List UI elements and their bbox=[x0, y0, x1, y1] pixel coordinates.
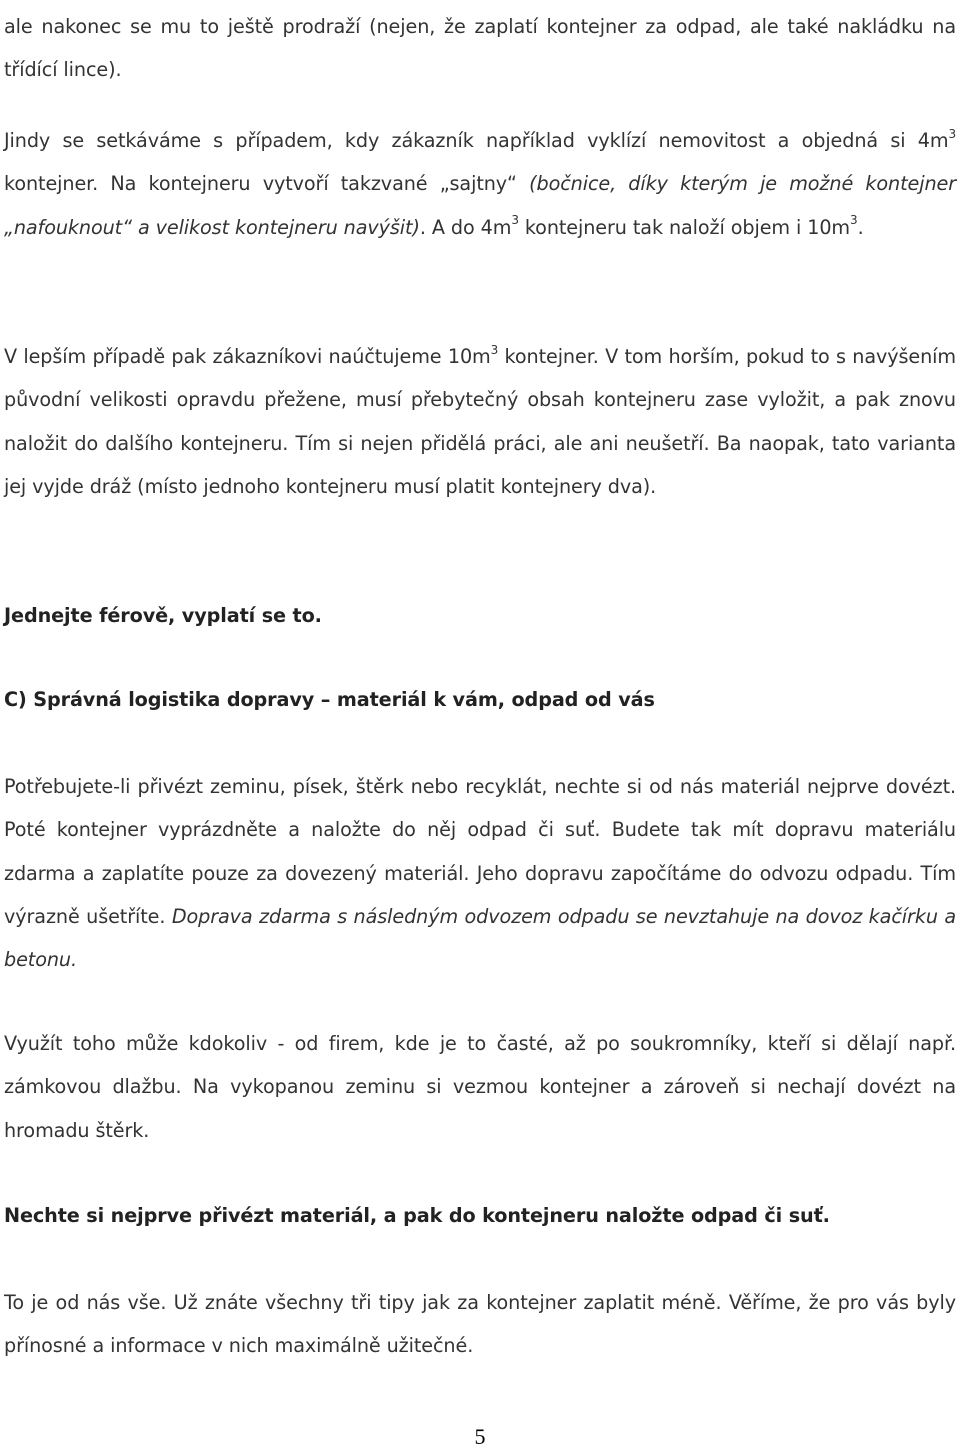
paragraph-usage bbox=[4, 1022, 956, 1152]
text-segment: . bbox=[857, 215, 864, 239]
heading-text: C) Správná logistika dopravy – materiál k vám, odpad od vás bbox=[4, 688, 655, 711]
text-segment: kontejner. V tom horším, pokud to s navýšením původní velikosti opravdu přežene, musí přebytečný obsah kontejneru zase vyložit, a pak znovu naložit do dalšího kontejneru. Tím si nejen přidělá práci, ale ani neušetří. Ba naopak, tato varianta jej vyjde dráž (místo jednoho kontejneru musí platit kontejnery dva). bbox=[4, 345, 956, 498]
text-segment: V lepším případě pak zákazníkovi naúčtujeme 10m bbox=[4, 345, 491, 368]
superscript: 3 bbox=[948, 126, 956, 141]
emphasis-text: Nechte si nejprve přivézt materiál, a pak do kontejneru naložte odpad či suť. bbox=[4, 1204, 830, 1227]
paragraph-logistics bbox=[4, 765, 956, 981]
paragraph-text: ale nakonec se mu to ještě prodraží (nejen, že zaplatí kontejner za odpad, ale také nakládku na třídící lince). bbox=[4, 15, 956, 82]
text-segment: kontejner. Na kontejneru vytvoří takzvané „sajtny“ bbox=[4, 172, 530, 196]
paragraph-closing bbox=[4, 1281, 956, 1368]
italic-text: (bočnice, díky kterým je možné kontejner „nafouknout“ a velikost kontejneru navýšit) bbox=[4, 172, 956, 239]
emphasis-line-2 bbox=[4, 1194, 956, 1237]
paragraph-text: Využít toho může kdokoliv - od firem, kde je to časté, až po soukromníky, kteří si dělají např. zámkovou dlažbu. Na vykopanou zeminu si vezmou kontejner a zároveň si nechají dovézt na hromadu štěrk. bbox=[4, 1032, 956, 1142]
emphasis-text: Jednejte férově, vyplatí se to. bbox=[4, 604, 322, 627]
text-segment: Jindy se setkáváme s případem, kdy zákazník například vyklízí nemovitost a objedná si 4m bbox=[4, 129, 949, 152]
paragraph-text: To je od nás vše. Už znáte všechny tři tipy jak za kontejner zaplatit méně. Věříme, že pro vás byly přínosné a informace v nich maximálně užitečné. bbox=[4, 1291, 956, 1358]
text-segment: kontejneru tak naloží objem i 10m bbox=[518, 215, 851, 239]
superscript: 3 bbox=[511, 213, 519, 228]
section-heading bbox=[4, 678, 956, 721]
emphasis-line bbox=[4, 594, 956, 637]
paragraph-invoice bbox=[4, 335, 956, 508]
paragraph-continuation bbox=[4, 5, 956, 92]
page-number: 5 bbox=[474, 1424, 486, 1449]
text-segment: . A do 4m bbox=[419, 215, 512, 239]
superscript: 3 bbox=[850, 213, 858, 228]
text-segment: Potřebujete-li přivézt zeminu, písek, štěrk nebo recyklát, nechte si od nás materiál nejprve dovézt. Poté kontejner vyprázdněte a naložte do něj odpad či suť. Budete tak mít dopravu materiálu zdarma a zaplatíte pouze za dovezený materiál. Jeho dopravu započítáme do odvozu odpadu. Tím výrazně ušetříte. bbox=[4, 775, 956, 928]
superscript: 3 bbox=[490, 342, 499, 357]
paragraph-sajtny bbox=[4, 119, 956, 249]
italic-text: Doprava zdarma s následným odvozem odpadu se nevztahuje na dovoz kačírku a betonu. bbox=[4, 904, 956, 972]
